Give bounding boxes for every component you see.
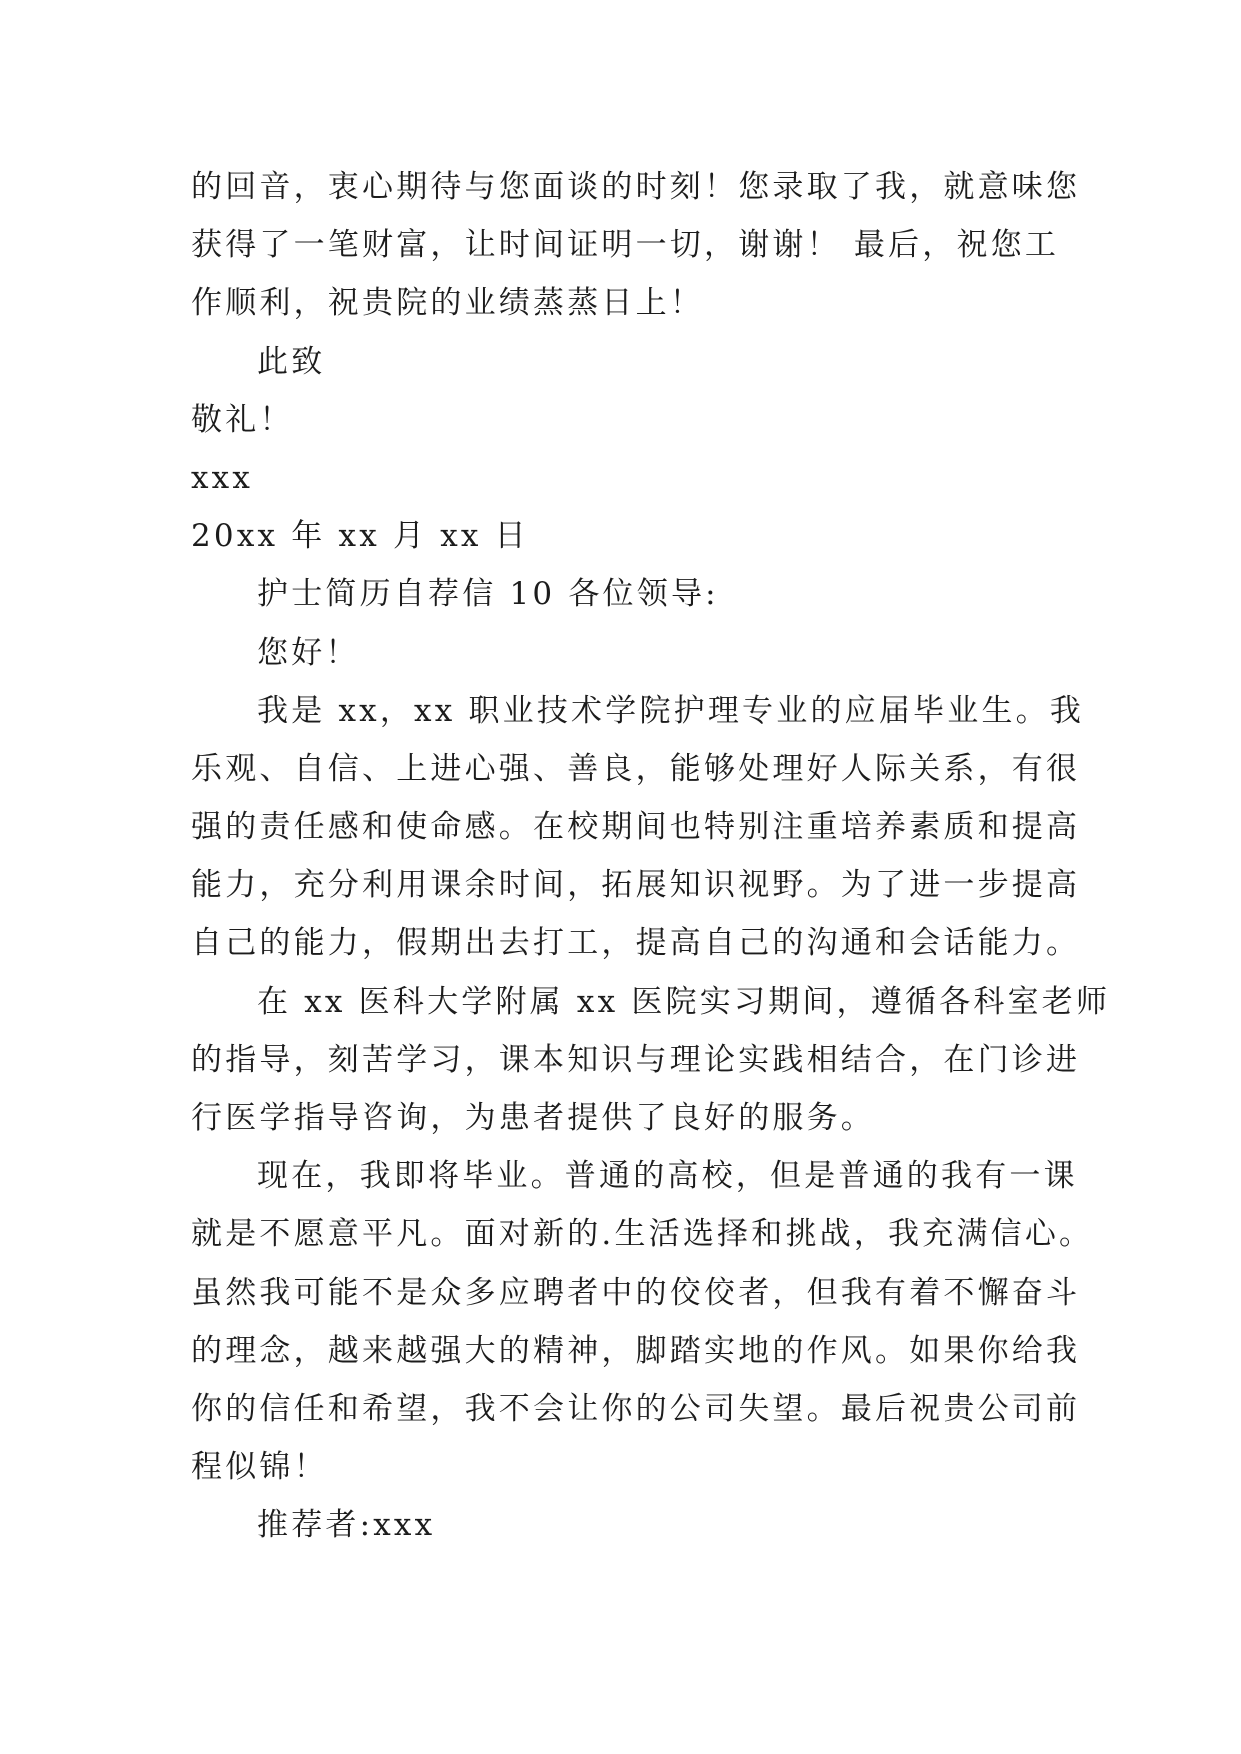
text-line: 程似锦！ — [191, 1449, 328, 1486]
text-line: 自己的能力，假期出去打工，提高自己的沟通和会话能力。 — [191, 925, 1081, 962]
letter-body — [191, 158, 1111, 1555]
text-line: 在 xx 医科大学附属 xx 医院实习期间，遵循各科室老师 — [257, 983, 1111, 1020]
text-line: 就是不愿意平凡。面对新的.生活选择和挑战，我充满信心。 — [191, 1216, 1094, 1253]
signature-name: xxx — [191, 459, 254, 496]
greeting: 您好！ — [257, 634, 360, 671]
section-title: 护士简历自荐信 10 各位领导: — [257, 576, 719, 613]
text-line: 你的信任和希望，我不会让你的公司失望。最后祝贵公司前 — [191, 1390, 1081, 1427]
text-line: 现在，我即将毕业。普通的高校，但是普通的我有一课 — [257, 1158, 1078, 1195]
closing-salutation: 此致 — [257, 343, 326, 380]
text-line: 的指导，刻苦学习，课本知识与理论实践相结合，在门诊进 — [191, 1041, 1081, 1078]
closing-regards: 敬礼！ — [191, 401, 294, 438]
text-line: 虽然我可能不是众多应聘者中的佼佼者，但我有着不懈奋斗 — [191, 1274, 1081, 1311]
text-line: 乐观、自信、上进心强、善良，能够处理好人际关系，有很 — [191, 750, 1081, 787]
text-line: 的理念，越来越强大的精神，脚踏实地的作风。如果你给我 — [191, 1332, 1081, 1369]
text-line: 的回音，衷心期待与您面谈的时刻！您录取了我，就意味您 — [191, 169, 1081, 205]
text-line: 获得了一笔财富，让时间证明一切，谢谢！ 最后，祝您工 — [191, 227, 1060, 264]
text-line: 强的责任感和使命感。在校期间也特别注重培养素质和提高 — [191, 809, 1081, 846]
text-line: 作顺利，祝贵院的业绩蒸蒸日上！ — [191, 285, 704, 322]
text-line: 我是 xx，xx 职业技术学院护理专业的应届毕业生。我 — [257, 692, 1085, 729]
signature-date: 20xx 年 xx 月 xx 日 — [191, 518, 529, 555]
text-line: 行医学指导咨询，为患者提供了良好的服务。 — [191, 1100, 875, 1136]
recommender-signature: 推荐者:xxx — [257, 1507, 436, 1544]
text-line: 能力，充分利用课余时间，拓展知识视野。为了进一步提高 — [191, 867, 1081, 904]
